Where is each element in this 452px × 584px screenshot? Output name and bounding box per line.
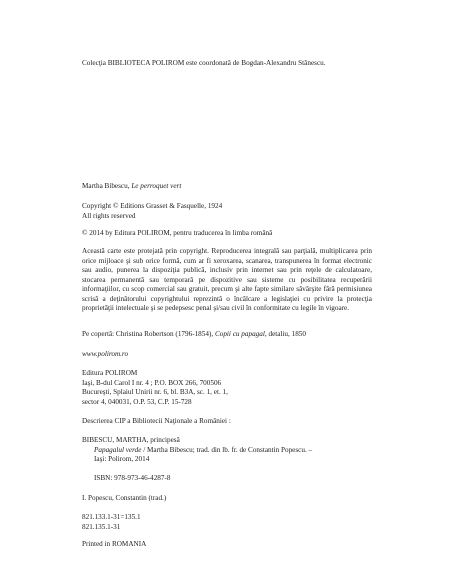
website-url: www.polirom.ro xyxy=(82,350,129,358)
copyright-block xyxy=(82,202,372,221)
classification-2: 821.135.1-31 xyxy=(82,522,121,531)
cip-added-entry: I. Popescu, Constantin (trad.) xyxy=(82,494,167,502)
cip-title: Papagalul verde xyxy=(94,445,142,454)
cover-credit xyxy=(82,330,372,340)
translation-copyright: © 2014 by Editura POLIROM, pentru traducerea în limba română xyxy=(82,229,273,237)
publisher-address-1: Iaşi, B-dul Carol I nr. 4 ; P.O. BOX 266, 700506 xyxy=(82,378,222,387)
legal-notice: Această carte este protejată prin copyright. Reproducerea integrală sau parţială, multiplicarea prin orice mijloace şi sub orice formă, cum ar fi xeroxarea, scanarea, transpunerea în format electronic sau audio, punerea la dispoziţia publică, inclusiv prin internet sau prin reţele de calculatoare, stocarea permanentă sau temporară pe dispozitive sau sisteme cu posibilitatea recuperării informaţiilor, cu scop comercial sau gratuit, precum şi alte fapte similare săvârşite fără permisiunea scrisă a deţinătorului copyrightului reprezintă o încălcare a legislaţiei cu privire la protecţia proprietăţii intelectuale şi se pedepsesc penal şi/sau civil în conformitate cu legile în vigoare. xyxy=(82,247,372,312)
original-author: Martha Bibescu, xyxy=(82,182,132,190)
publisher-address-2: Bucureşti, Splaiul Unirii nr. 6, bl. B3A, sc. 1, et. 1, xyxy=(82,388,228,396)
copyright-line-1: Copyright © Editions Grasset & Fasquelle, 1924 xyxy=(82,202,223,210)
cip-responsibility: / Martha Bibescu; trad. din lb. fr. de Constantin Popescu. – xyxy=(141,445,313,454)
copyright-line-2: All rights reserved xyxy=(82,211,136,220)
cover-credit-prefix: Pe copertă: Christina Robertson (1796-1854), xyxy=(82,330,215,338)
cover-credit-suffix: , detaliu, 1850 xyxy=(264,330,306,338)
classification-1: 821.133.1-31=135.1 xyxy=(82,513,141,521)
original-title: Le perroquet vert xyxy=(131,182,182,190)
cip-record xyxy=(82,436,372,465)
publisher-name: Editura POLIROM xyxy=(82,369,138,377)
cip-imprint: Iaşi: Polirom, 2014 xyxy=(94,455,150,463)
cip-main-entry: BIBESCU, MARTHA, principesă xyxy=(82,436,180,444)
classification-block xyxy=(82,513,372,532)
cip-heading: Descrierea CIP a Bibliotecii Naţionale a României : xyxy=(82,417,231,425)
original-title-line xyxy=(82,182,372,192)
publisher-address-3: sector 4, 040031, O.P. 53, C.P. 15-728 xyxy=(82,397,192,406)
website xyxy=(82,350,372,360)
isbn: ISBN: 978-973-46-4287-8 xyxy=(94,474,171,482)
publisher-block xyxy=(82,369,372,407)
printed-in: Printed in ROMANIA xyxy=(82,540,147,548)
collection-note: Colecţia BIBLIOTECA POLIROM este coordonată de Bogdan-Alexandru Stănescu. xyxy=(82,59,326,67)
cover-work-title: Copii cu papagal xyxy=(214,330,265,338)
cip-title-line xyxy=(82,446,372,456)
